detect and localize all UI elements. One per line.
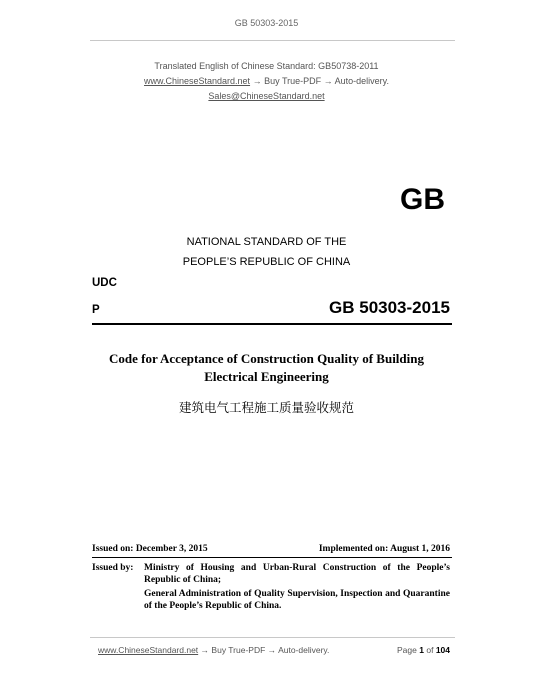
page-header: GB 50303-2015 bbox=[234, 18, 299, 28]
issued-date: Issued on: December 3, 2015 bbox=[92, 544, 208, 554]
site-link[interactable]: www.ChineseStandard.net bbox=[144, 76, 251, 86]
implemented-date: Implemented on: August 1, 2016 bbox=[318, 544, 450, 554]
arrow-icon: → bbox=[323, 76, 333, 86]
dates-divider bbox=[92, 557, 452, 558]
issuing-org-2: General Administration of Quality Supervision, Inspection and Quarantine of the People’s Republic of China. bbox=[144, 589, 450, 611]
udc-label: UDC bbox=[92, 277, 117, 289]
issued-by-orgs bbox=[144, 563, 450, 615]
buy-text: Buy True-PDF bbox=[264, 76, 322, 86]
arrow-icon: → bbox=[252, 76, 262, 86]
classification-label: P bbox=[92, 304, 100, 316]
page-number bbox=[397, 645, 450, 655]
national-standard-line1: NATIONAL STANDARD OF THE bbox=[186, 236, 347, 248]
page-of: of bbox=[426, 645, 434, 655]
issuing-org-1: Ministry of Housing and Urban-Rural Construction of the People’s Republic of China; bbox=[144, 563, 450, 585]
standard-code: GB 50303-2015 bbox=[329, 298, 450, 317]
page-prefix: Page bbox=[397, 645, 417, 655]
sales-line bbox=[0, 91, 533, 101]
arrow-icon: → bbox=[200, 645, 210, 655]
chinese-title: 建筑电气工程施工质量验收规范 bbox=[178, 401, 354, 415]
footer-site-link[interactable]: www.ChineseStandard.net bbox=[98, 645, 199, 655]
issued-by-label: Issued by: bbox=[92, 563, 134, 573]
footer-auto-text: Auto-delivery. bbox=[278, 645, 330, 655]
page-current: 1 bbox=[419, 645, 424, 655]
sales-email-link[interactable]: Sales@ChineseStandard.net bbox=[208, 91, 325, 101]
footer-promo bbox=[98, 645, 329, 655]
title-line2: Electrical Engineering bbox=[204, 369, 329, 384]
footer-divider bbox=[90, 637, 455, 638]
arrow-icon: → bbox=[267, 645, 277, 655]
code-divider bbox=[92, 323, 452, 325]
national-standard-line2: PEOPLE’S REPUBLIC OF CHINA bbox=[182, 256, 351, 268]
gb-mark: GB bbox=[400, 183, 445, 216]
page-total: 104 bbox=[435, 645, 450, 655]
document-title bbox=[0, 350, 533, 386]
auto-delivery-text: Auto-delivery. bbox=[334, 76, 389, 86]
header-divider bbox=[90, 40, 455, 41]
title-line1: Code for Acceptance of Construction Quality of Building bbox=[108, 351, 424, 366]
promo-line bbox=[0, 76, 533, 86]
translation-note: Translated English of Chinese Standard: GB50738-2011 bbox=[154, 61, 379, 71]
footer-buy-text: Buy True-PDF bbox=[211, 645, 266, 655]
